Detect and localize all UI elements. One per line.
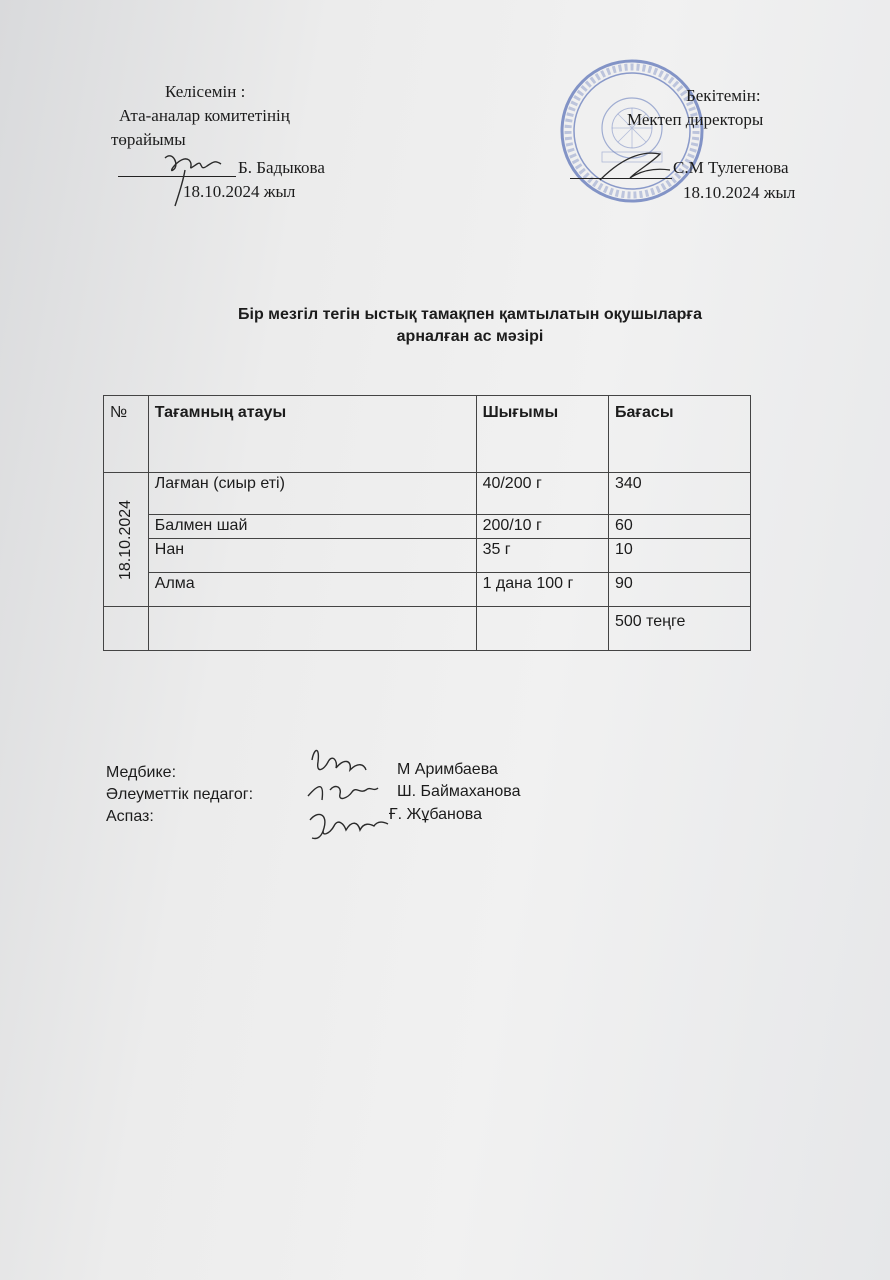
- header-price: Бағасы: [608, 396, 750, 473]
- dish-price: 60: [608, 515, 750, 539]
- dish-yield: 1 дана 100 г: [476, 573, 608, 607]
- dish-yield: 35 г: [476, 539, 608, 573]
- approval-left-role-cont: төрайымы: [111, 130, 186, 149]
- table-row: [104, 573, 751, 607]
- dish-name: Лағман (сиыр еті): [148, 473, 476, 515]
- dish-yield: 200/10 г: [476, 515, 608, 539]
- header-dish-name: Тағамның атауы: [148, 396, 476, 473]
- dish-name: Нан: [148, 539, 476, 573]
- staff-signatures: [300, 740, 395, 845]
- total-price: 500 теңге: [608, 607, 750, 651]
- staff-role: Әлеуметтік педагог:: [106, 786, 254, 803]
- staff-name: Ш. Баймаханова: [397, 783, 521, 800]
- approval-right-role: Мектеп директоры: [627, 110, 764, 129]
- table-row: [104, 473, 751, 515]
- table-row: [104, 539, 751, 573]
- document-title-line1: Бір мезгіл тегін ыстық тамақпен қамтылатын оқушыларға: [238, 306, 702, 323]
- staff-name: М Аримбаева: [397, 761, 498, 778]
- dish-price: 90: [608, 573, 750, 607]
- approval-right-heading: Бекітемін:: [686, 86, 761, 105]
- dish-price: 10: [608, 539, 750, 573]
- table-row: [104, 515, 751, 539]
- dish-name: Балмен шай: [148, 515, 476, 539]
- dish-name: Алма: [148, 573, 476, 607]
- date-label: 18.10.2024: [116, 499, 134, 580]
- document-title-line2: арналған ас мәзірі: [396, 328, 544, 345]
- staff-role: Аспаз:: [106, 808, 154, 825]
- total-empty-cell: [104, 607, 149, 651]
- menu-table: [103, 395, 751, 651]
- staff-name: Ғ. Жұбанова: [389, 806, 482, 823]
- total-empty-cell: [476, 607, 608, 651]
- approval-left-date: 18.10.2024 жыл: [183, 182, 296, 201]
- approval-right-name: С.М Тулегенова: [673, 158, 789, 177]
- document-title: [160, 304, 780, 348]
- header-yield: Шығымы: [476, 396, 608, 473]
- approval-left-name: Б. Бадыкова: [238, 158, 325, 177]
- header-number: №: [104, 396, 149, 473]
- approval-right-date: 18.10.2024 жыл: [683, 183, 796, 202]
- approval-left-role: Ата-аналар комитетінің: [119, 106, 290, 125]
- table-header-row: [104, 396, 751, 473]
- signature-right: [590, 140, 680, 200]
- date-cell: [104, 473, 149, 607]
- dish-price: 340: [608, 473, 750, 515]
- staff-role: Медбике:: [106, 764, 177, 781]
- total-empty-cell: [148, 607, 476, 651]
- dish-yield: 40/200 г: [476, 473, 608, 515]
- total-row: [104, 607, 751, 651]
- approval-left-heading: Келісемін :: [165, 82, 246, 101]
